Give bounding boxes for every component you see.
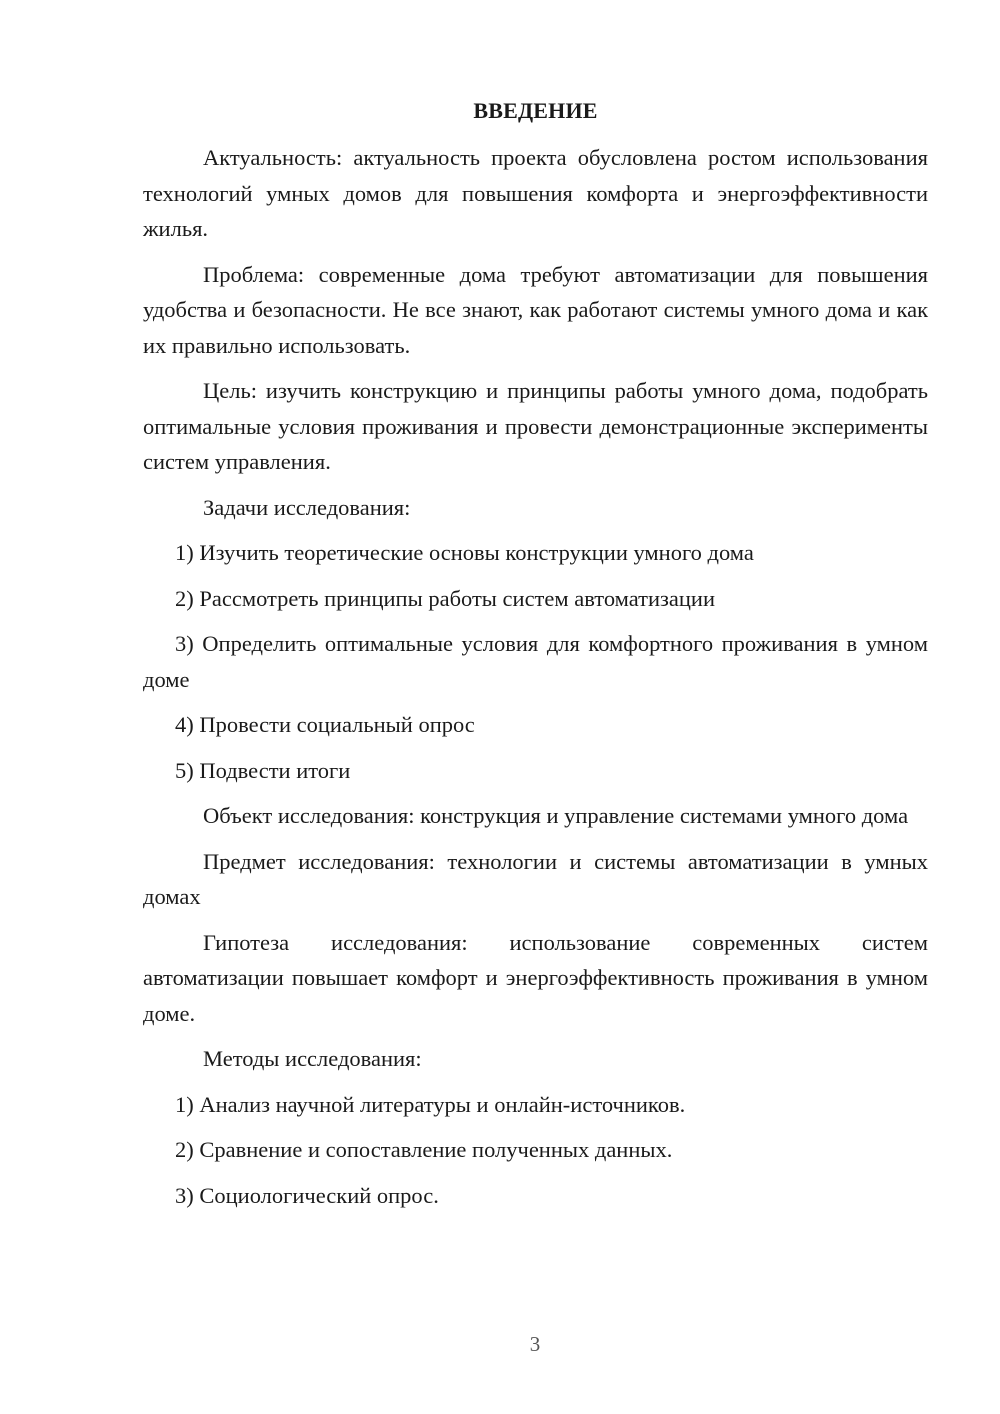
method-item: 2) Сравнение и сопоставление полученных данных.	[175, 1137, 673, 1162]
object-paragraph: Объект исследования: конструкция и управление системами умного дома	[203, 803, 909, 828]
page-number: 3	[529, 1332, 541, 1356]
task-item: 1) Изучить теоретические основы конструкции умного дома	[175, 540, 754, 565]
goal-paragraph: Цель: изучить конструкцию и принципы работы умного дома, подобрать оптимальные условия проживания и провести демонстрационные эксперименты систем управления.	[143, 378, 928, 474]
document-page	[143, 94, 928, 1223]
method-item: 1) Анализ научной литературы и онлайн-источников.	[175, 1091, 686, 1117]
task-item: 4) Провести социальный опрос	[175, 712, 475, 737]
problem-paragraph: Проблема: современные дома требуют автоматизации для повышения удобства и безопасности. Не все знают, как работают системы умного дома и как их правильно использовать.	[143, 261, 928, 358]
task-item: 5) Подвести итоги	[175, 757, 351, 783]
subject-paragraph: Предмет исследования: технологии и системы автоматизации в умных домах	[143, 848, 928, 909]
methods-heading: Методы исследования:	[203, 1046, 422, 1071]
task-item: 3) Определить оптимальные условия для комфортного проживания в умном доме	[143, 631, 928, 692]
task-item: 2) Рассмотреть принципы работы систем автоматизации	[175, 585, 716, 611]
hypothesis-paragraph: Гипотеза исследования: использование современных систем автоматизации повышает комфорт и энергоэффективность проживания в умном доме.	[143, 929, 928, 1026]
tasks-heading: Задачи исследования:	[203, 494, 411, 520]
page-title: ВВЕДЕНИЕ	[473, 98, 598, 123]
method-item: 3) Социологический опрос.	[175, 1182, 439, 1208]
relevance-paragraph: Актуальность: актуальность проекта обусловлена ростом использования технологий умных домов для повышения комфорта и энергоэффективности жилья.	[143, 145, 928, 241]
